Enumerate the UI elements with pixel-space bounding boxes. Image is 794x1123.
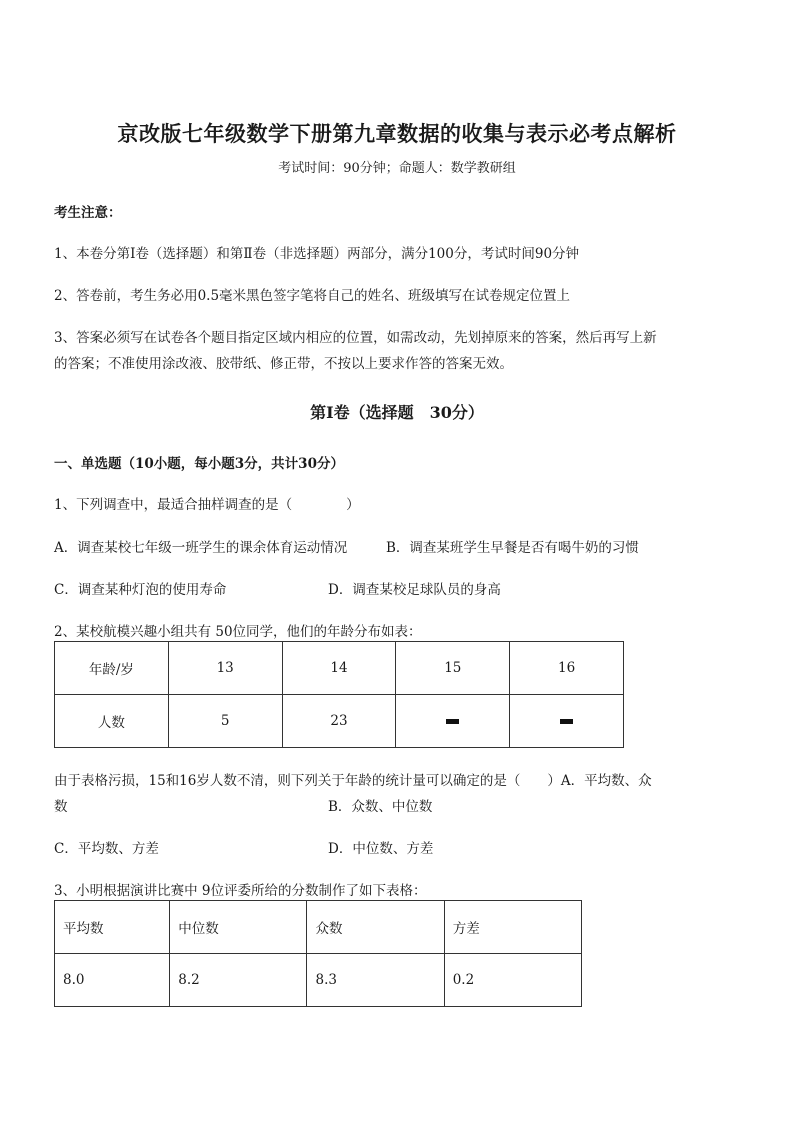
count-cell-13: 5 [168,695,282,748]
q1-option-b: B．调查某班学生早餐是否有喝牛奶的习惯 [386,540,639,556]
notice-item-1: 1、本卷分第Ⅰ卷（选择题）和第Ⅱ卷（非选择题）两部分，满分100分，考试时间90分钟 [54,246,580,262]
count-header-cell: 人数 [55,695,169,748]
variance-value: 0.2 [444,954,581,1007]
exam-info: 考试时间：90分钟；命题人：数学教研组 [278,161,516,176]
q3-stem: 3、小明根据演讲比赛中 9位评委所给的分数制作了如下表格： [54,883,427,899]
mean-value: 8.0 [55,954,170,1007]
notice-item-3-cont: 的答案；不准使用涂改液、胶带纸、修正带，不按以上要求作答的答案无效。 [54,356,513,372]
age-cell-14: 14 [282,642,396,695]
q2-stem: 2、某校航模兴趣小组共有 50位同学，他们的年龄分布如表： [54,624,422,640]
section-title: 第Ⅰ卷（选择题 30分） [310,403,484,422]
mode-value: 8.3 [307,954,444,1007]
q2-option-c: C．平均数、方差 [54,841,159,857]
page-title: 京改版七年级数学下册第九章数据的收集与表示必考点解析 [117,121,677,146]
age-cell-13: 13 [168,642,282,695]
ink-blot-icon [560,719,573,724]
count-cell-16-smudged [510,695,624,748]
q2-question-line-2: 数 [54,799,68,815]
age-header-cell: 年龄/岁 [55,642,169,695]
count-cell-15-smudged [396,695,510,748]
mean-header: 平均数 [55,901,170,954]
q1-option-a: A．调查某校七年级一班学生的课余体育运动情况 [54,540,348,556]
q1-stem: 1、下列调查中，最适合抽样调查的是（ ） [54,497,360,513]
count-cell-14: 23 [282,695,396,748]
part-heading: 一、单选题（10小题，每小题3分，共计30分） [54,456,344,472]
q1-option-c: C．调查某种灯泡的使用寿命 [54,582,227,598]
notice-item-3: 3、答案必须写在试卷各个题目指定区域内相应的位置，如需改动，先划掉原来的答案，然后再写上新 [54,330,657,346]
score-table [54,900,582,1007]
age-table [54,641,624,748]
notice-heading: 考生注意： [54,205,122,221]
q2-option-b: B．众数、中位数 [328,799,433,815]
mode-header: 众数 [307,901,444,954]
q1-option-d: D．调查某校足球队员的身高 [328,582,501,598]
ink-blot-icon [446,719,459,724]
notice-item-2: 2、答卷前，考生务必用0.5毫米黑色签字笔将自己的姓名、班级填写在试卷规定位置上 [54,288,571,304]
q2-question-line: 由于表格污损，15和16岁人数不清，则下列关于年龄的统计量可以确定的是（ ）A．平均数、众 [54,773,652,789]
age-cell-15: 15 [396,642,510,695]
variance-header: 方差 [444,901,581,954]
age-cell-16: 16 [510,642,624,695]
q2-option-d: D．中位数、方差 [328,841,434,857]
median-value: 8.2 [170,954,307,1007]
median-header: 中位数 [170,901,307,954]
